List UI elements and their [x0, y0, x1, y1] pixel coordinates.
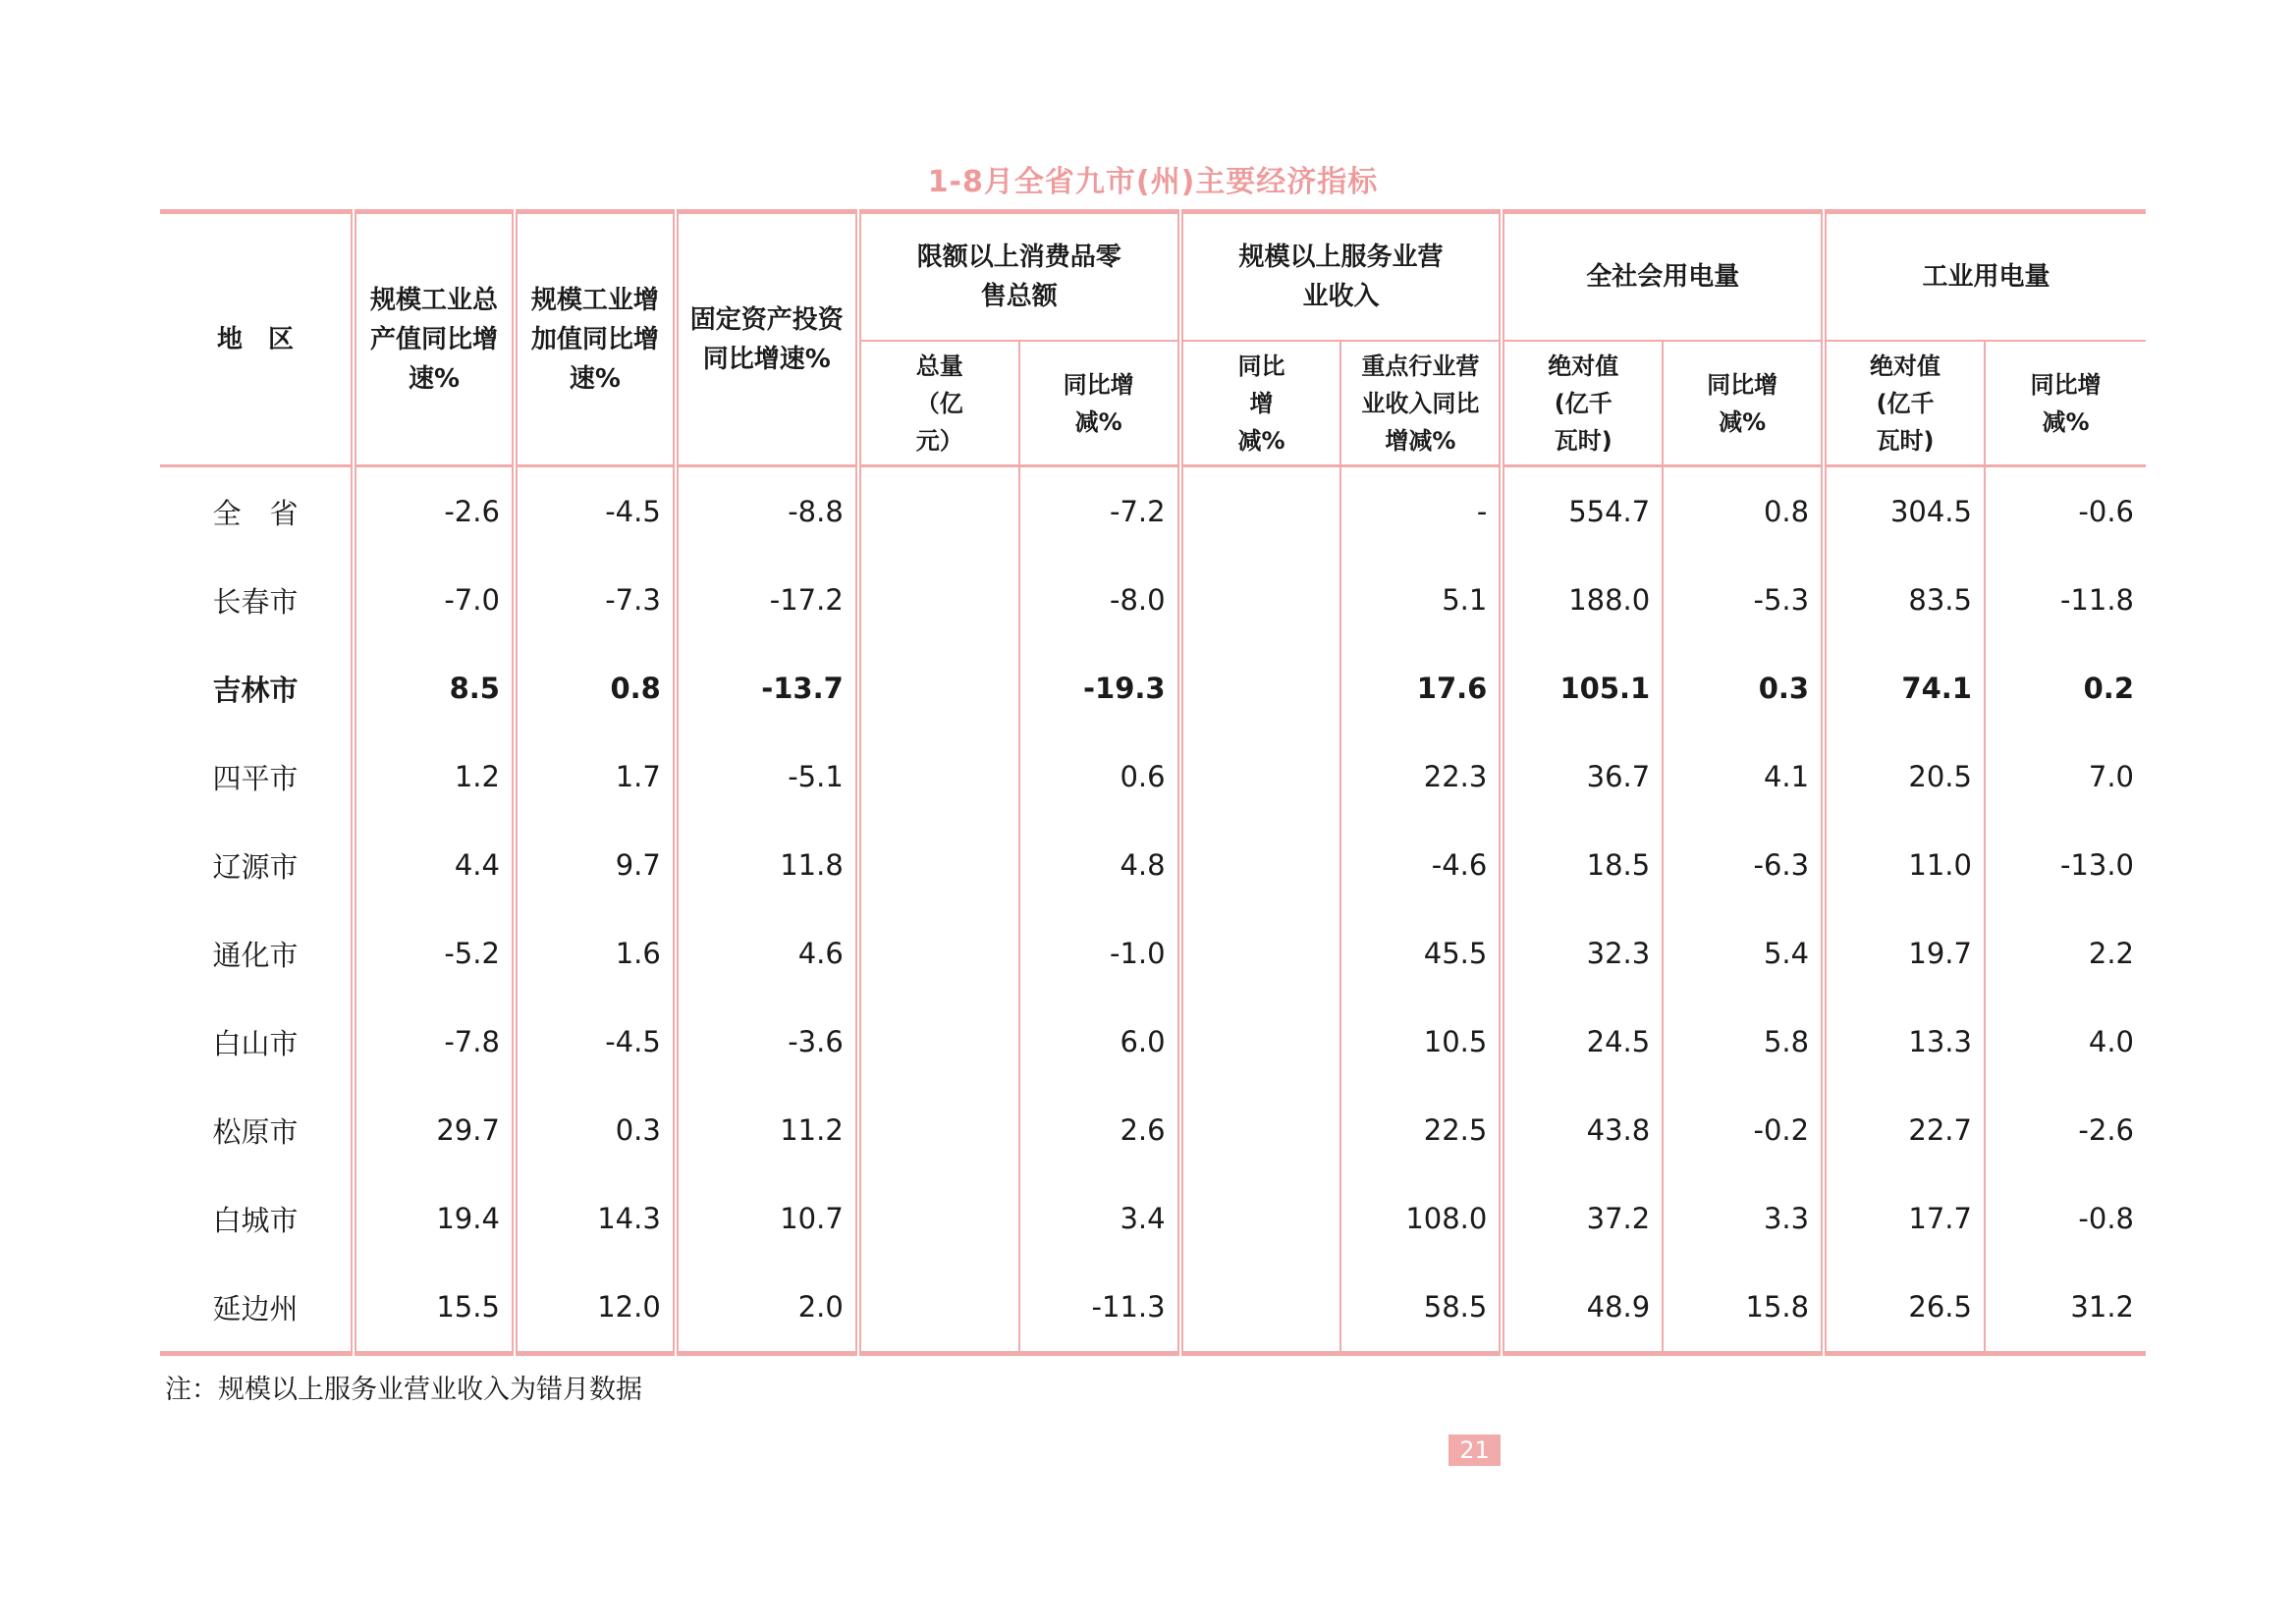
cell-c2: 0.3: [515, 1086, 676, 1174]
table-row: [160, 1086, 2146, 1174]
cell-c1: -5.2: [354, 909, 515, 998]
cell-c5: 2.6: [1019, 1086, 1180, 1174]
header-industrial-power: 工业用电量: [1824, 212, 2146, 342]
cell-c11: 31.2: [1985, 1263, 2146, 1354]
cell-c1: -7.0: [354, 556, 515, 644]
cell-c10: 11.0: [1824, 821, 1985, 909]
cell-c2: 14.3: [515, 1174, 676, 1263]
cell-c6: [1180, 556, 1341, 644]
cell-c1: 15.5: [354, 1263, 515, 1354]
table-row: [160, 1174, 2146, 1263]
cell-c7: 108.0: [1340, 1174, 1502, 1263]
cell-c10: 13.3: [1824, 998, 1985, 1086]
header-power-all-abs: 绝对值(亿千瓦时): [1502, 341, 1663, 466]
cell-c3: -5.1: [676, 732, 858, 821]
cell-c3: -8.8: [676, 466, 858, 557]
cell-c7: 10.5: [1340, 998, 1502, 1086]
header-service-yoy: 同比增减%: [1180, 341, 1341, 466]
cell-c1: -2.6: [354, 466, 515, 557]
table-row: [160, 998, 2146, 1086]
cell-c6: [1180, 1263, 1341, 1354]
cell-c7: 45.5: [1340, 909, 1502, 998]
cell-c8: 554.7: [1502, 466, 1663, 557]
cell-c6: [1180, 1086, 1341, 1174]
cell-c10: 17.7: [1824, 1174, 1985, 1263]
row-region: 松原市: [212, 1114, 299, 1149]
cell-c4: [858, 998, 1019, 1086]
header-retail-total: 总量（亿元）: [858, 341, 1019, 466]
cell-c7: -: [1340, 466, 1502, 557]
cell-c11: -11.8: [1985, 556, 2146, 644]
cell-c5: -19.3: [1019, 644, 1180, 732]
table-row: [160, 909, 2146, 998]
cell-c7: 17.6: [1340, 644, 1502, 732]
cell-c5: 4.8: [1019, 821, 1180, 909]
cell-c3: -3.6: [676, 998, 858, 1086]
table-body: [160, 466, 2146, 1354]
cell-c9: 3.3: [1663, 1174, 1824, 1263]
cell-c11: -0.8: [1985, 1174, 2146, 1263]
cell-c10: 19.7: [1824, 909, 1985, 998]
row-region: 全 省: [212, 496, 299, 530]
cell-c2: 12.0: [515, 1263, 676, 1354]
cell-c4: [858, 821, 1019, 909]
header-power-ind-yoy: 同比增减%: [1985, 341, 2146, 466]
cell-c7: 22.5: [1340, 1086, 1502, 1174]
cell-c9: -6.3: [1663, 821, 1824, 909]
cell-c8: 105.1: [1502, 644, 1663, 732]
cell-c4: [858, 466, 1019, 557]
cell-c1: 19.4: [354, 1174, 515, 1263]
cell-c8: 48.9: [1502, 1263, 1663, 1354]
cell-c4: [858, 644, 1019, 732]
table-row: [160, 466, 2146, 557]
cell-c9: 0.3: [1663, 644, 1824, 732]
table-row: [160, 732, 2146, 821]
table-header: [160, 212, 2146, 466]
cell-c6: [1180, 644, 1341, 732]
cell-c2: -4.5: [515, 466, 676, 557]
cell-c10: 26.5: [1824, 1263, 1985, 1354]
cell-c2: -7.3: [515, 556, 676, 644]
cell-c9: 5.4: [1663, 909, 1824, 998]
cell-c11: -0.6: [1985, 466, 2146, 557]
economic-indicators-table: [160, 209, 2146, 1356]
cell-c8: 188.0: [1502, 556, 1663, 644]
cell-c11: 0.2: [1985, 644, 2146, 732]
cell-c1: 4.4: [354, 821, 515, 909]
cell-c4: [858, 1263, 1019, 1354]
cell-c7: 5.1: [1340, 556, 1502, 644]
cell-c1: 29.7: [354, 1086, 515, 1174]
cell-c2: 9.7: [515, 821, 676, 909]
table-note: 注：规模以上服务业营业收入为错月数据: [165, 1375, 642, 1405]
cell-c2: 1.6: [515, 909, 676, 998]
cell-c5: -11.3: [1019, 1263, 1180, 1354]
table-row: [160, 644, 2146, 732]
cell-c6: [1180, 998, 1341, 1086]
cell-c11: -2.6: [1985, 1086, 2146, 1174]
table-row: [160, 1263, 2146, 1354]
cell-c3: -13.7: [676, 644, 858, 732]
cell-c6: [1180, 732, 1341, 821]
cell-c3: 10.7: [676, 1174, 858, 1263]
cell-c6: [1180, 466, 1341, 557]
header-retail-yoy: 同比增减%: [1019, 341, 1180, 466]
cell-c5: 3.4: [1019, 1174, 1180, 1263]
cell-c9: 4.1: [1663, 732, 1824, 821]
cell-c10: 20.5: [1824, 732, 1985, 821]
row-region: 吉林市: [212, 673, 299, 707]
cell-c8: 43.8: [1502, 1086, 1663, 1174]
header-fixed-asset-investment: 固定资产投资同比增速%: [676, 212, 858, 466]
row-region: 四平市: [212, 761, 299, 795]
cell-c7: -4.6: [1340, 821, 1502, 909]
cell-c8: 32.3: [1502, 909, 1663, 998]
cell-c9: 15.8: [1663, 1263, 1824, 1354]
cell-c2: 1.7: [515, 732, 676, 821]
cell-c1: -7.8: [354, 998, 515, 1086]
header-power-ind-abs: 绝对值(亿千瓦时): [1824, 341, 1985, 466]
cell-c3: 11.8: [676, 821, 858, 909]
cell-c5: -1.0: [1019, 909, 1180, 998]
table-row: [160, 556, 2146, 644]
cell-c1: 1.2: [354, 732, 515, 821]
cell-c10: 22.7: [1824, 1086, 1985, 1174]
cell-c9: 5.8: [1663, 998, 1824, 1086]
cell-c3: -17.2: [676, 556, 858, 644]
page-number: 21: [1449, 1434, 1501, 1466]
cell-c8: 24.5: [1502, 998, 1663, 1086]
cell-c9: -5.3: [1663, 556, 1824, 644]
cell-c10: 304.5: [1824, 466, 1985, 557]
row-region: 辽源市: [212, 849, 299, 884]
cell-c11: 2.2: [1985, 909, 2146, 998]
cell-c6: [1180, 1174, 1341, 1263]
cell-c4: [858, 556, 1019, 644]
cell-c11: -13.0: [1985, 821, 2146, 909]
cell-c3: 11.2: [676, 1086, 858, 1174]
header-retail-sales: 限额以上消费品零售总额: [858, 212, 1180, 342]
row-region: 延边州: [212, 1291, 299, 1325]
cell-c9: 0.8: [1663, 466, 1824, 557]
header-total-power: 全社会用电量: [1502, 212, 1824, 342]
cell-c4: [858, 1086, 1019, 1174]
cell-c5: 0.6: [1019, 732, 1180, 821]
cell-c4: [858, 1174, 1019, 1263]
row-region: 通化市: [212, 938, 299, 972]
cell-c8: 37.2: [1502, 1174, 1663, 1263]
cell-c6: [1180, 821, 1341, 909]
row-region: 长春市: [212, 584, 299, 619]
table-title: 1-8月全省九市(州)主要经济指标: [927, 165, 1379, 199]
row-region: 白城市: [212, 1203, 299, 1237]
header-power-all-yoy: 同比增减%: [1663, 341, 1824, 466]
cell-c3: 4.6: [676, 909, 858, 998]
cell-c2: -4.5: [515, 998, 676, 1086]
cell-c5: -8.0: [1019, 556, 1180, 644]
cell-c11: 4.0: [1985, 998, 2146, 1086]
cell-c4: [858, 732, 1019, 821]
cell-c10: 74.1: [1824, 644, 1985, 732]
cell-c1: 8.5: [354, 644, 515, 732]
row-region: 白山市: [212, 1026, 299, 1060]
cell-c8: 18.5: [1502, 821, 1663, 909]
cell-c10: 83.5: [1824, 556, 1985, 644]
header-service-revenue: 规模以上服务业营业收入: [1180, 212, 1503, 342]
cell-c5: 6.0: [1019, 998, 1180, 1086]
cell-c3: 2.0: [676, 1263, 858, 1354]
cell-c11: 7.0: [1985, 732, 2146, 821]
cell-c5: -7.2: [1019, 466, 1180, 557]
table-row: [160, 821, 2146, 909]
header-service-key-yoy: 重点行业营业收入同比增减%: [1340, 341, 1502, 466]
cell-c9: -0.2: [1663, 1086, 1824, 1174]
cell-c2: 0.8: [515, 644, 676, 732]
cell-c6: [1180, 909, 1341, 998]
header-region: 地 区: [217, 324, 295, 354]
cell-c7: 22.3: [1340, 732, 1502, 821]
header-industrial-value-added: 规模工业增加值同比增速%: [515, 212, 676, 466]
cell-c8: 36.7: [1502, 732, 1663, 821]
cell-c4: [858, 909, 1019, 998]
cell-c7: 58.5: [1340, 1263, 1502, 1354]
header-industrial-output: 规模工业总产值同比增速%: [354, 212, 515, 466]
